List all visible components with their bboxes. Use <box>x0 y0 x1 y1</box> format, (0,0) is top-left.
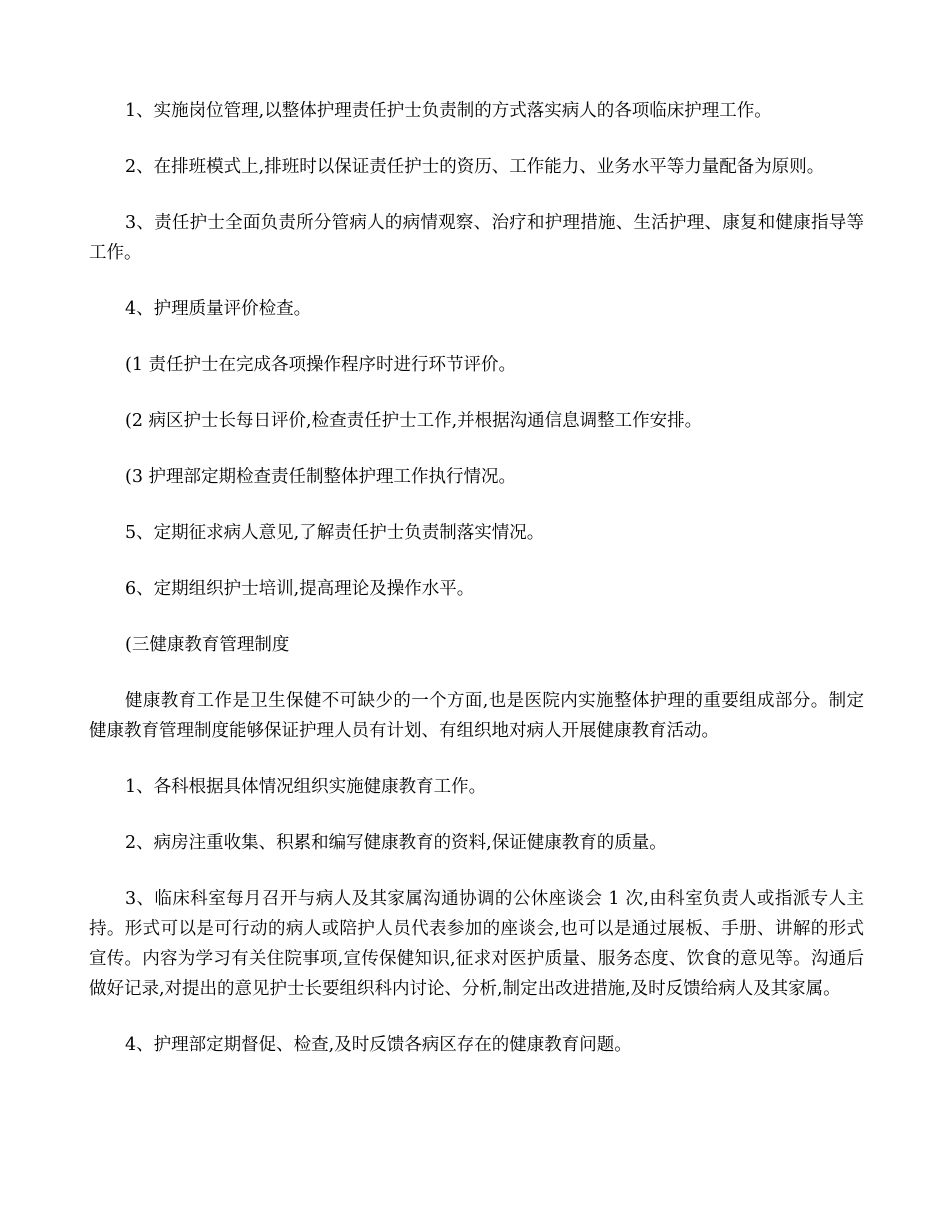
paragraph-11: 健康教育工作是卫生保健不可缺少的一个方面,也是医院内实施整体护理的重要组成部分。制定健康教育管理制度能够保证护理人员有计划、有组织地对病人开展健康教育活动。 <box>89 691 864 741</box>
paragraph-8: 5、定期征求病人意见,了解责任护士负责制落实情况。 <box>125 523 545 543</box>
paragraph-6: (2 病区护士长每日评价,检查责任护士工作,并根据沟通信息调整工作安排。 <box>125 411 703 431</box>
section-heading: (三健康教育管理制度 <box>125 635 290 655</box>
paragraph-5: (1 责任护士在完成各项操作程序时进行环节评价。 <box>125 355 517 375</box>
paragraph-3: 3、责任护士全面负责所分管病人的病情观察、治疗和护理措施、生活护理、康复和健康指导等工作。 <box>89 213 864 263</box>
document-body <box>89 96 864 1086</box>
paragraph-14: 3、临床科室每月召开与病人及其家属沟通协调的公休座谈会 1 次,由科室负责人或指派专人主持。形式可以是可行动的病人或陪护人员代表参加的座谈会,也可以是通过展板、手册、讲解的形式宣传。内容为学习有关住院事项,宣传保健知识,征求对医护质量、服务态度、饮食的意见等。沟通后做好记录,对提出的意见护士长要组织科内讨论、分析,制定出改进措施,及时反馈给病人及其家属。 <box>89 889 864 999</box>
paragraph-12: 1、各科根据具体情况组织实施健康教育工作。 <box>125 777 487 797</box>
paragraph-13: 2、病房注重收集、积累和编写健康教育的资料,保证健康教育的质量。 <box>125 833 667 853</box>
paragraph-9: 6、定期组织护士培训,提高理论及操作水平。 <box>125 579 475 599</box>
paragraph-7: (3 护理部定期检查责任制整体护理工作执行情况。 <box>125 467 517 487</box>
paragraph-4: 4、护理质量评价检查。 <box>125 299 312 319</box>
paragraph-1: 1、实施岗位管理,以整体护理责任护士负责制的方式落实病人的各项临床护理工作。 <box>125 101 772 121</box>
paragraph-2: 2、在排班模式上,排班时以保证责任护士的资历、工作能力、业务水平等力量配备为原则。 <box>125 157 825 177</box>
paragraph-15: 4、护理部定期督促、检查,及时反馈各病区存在的健康教育问题。 <box>125 1035 632 1055</box>
